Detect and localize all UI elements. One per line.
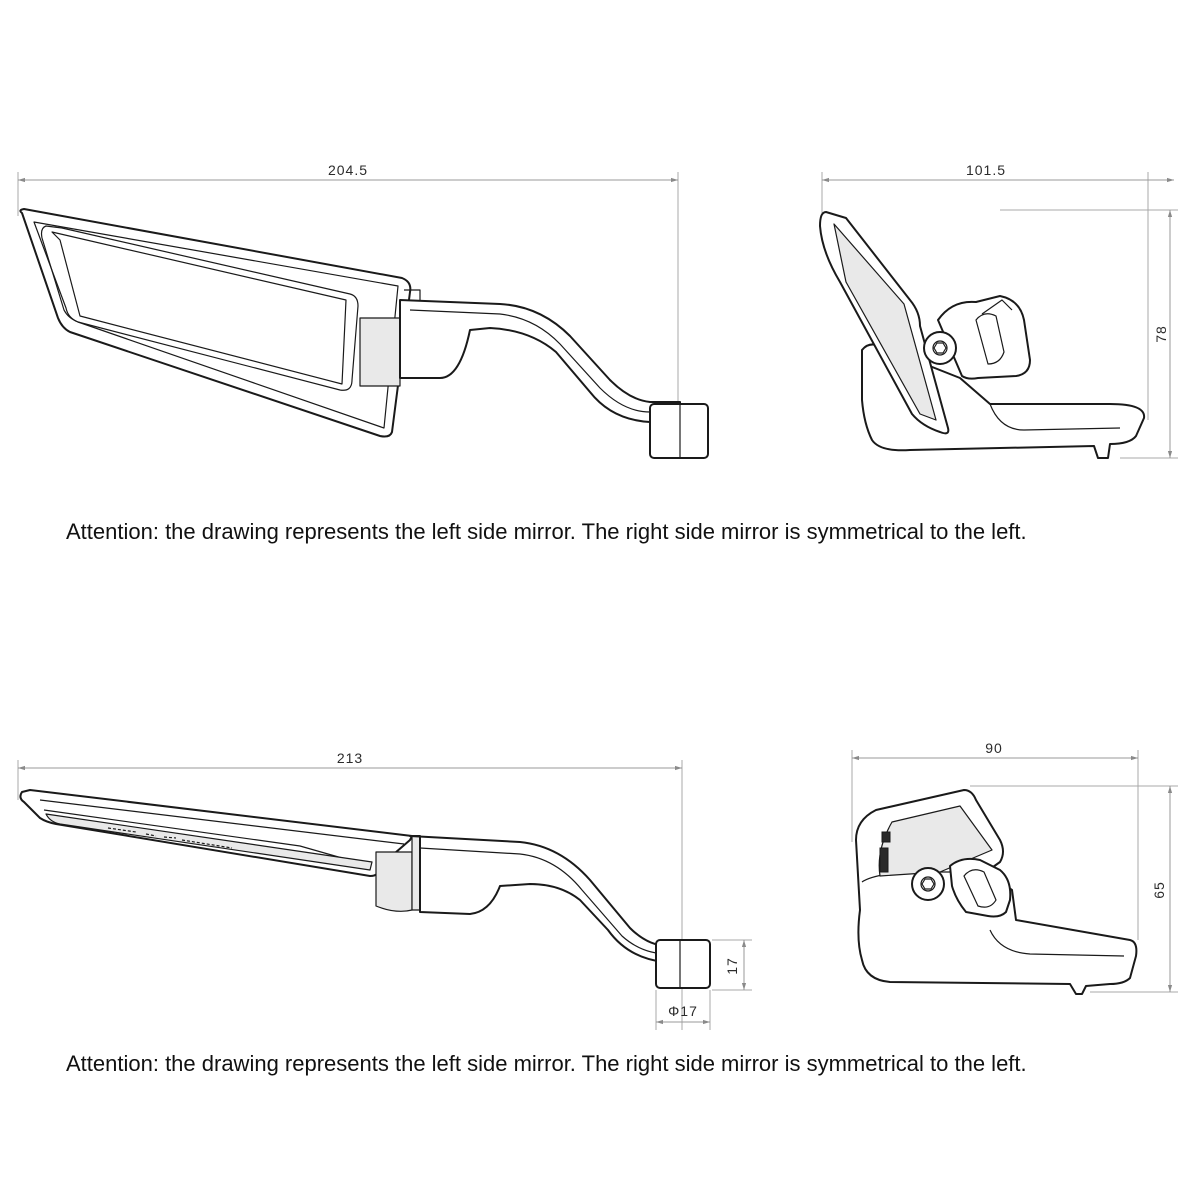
dimension-label-mount-diameter: Φ17 — [668, 1003, 698, 1019]
dimension-label-mount-height: 17 — [724, 957, 740, 975]
view-bottom-left — [18, 750, 752, 1030]
mirror-rear-view — [856, 790, 1136, 994]
view-bottom-right — [852, 740, 1178, 994]
mirror-front-view — [820, 212, 1144, 458]
mirror-side-view — [20, 209, 708, 458]
dimension-label-width: 101.5 — [965, 162, 1007, 178]
mirror-top-view — [20, 790, 710, 988]
attention-note-top: Attention: the drawing represents the left side mirror. The right side mirror is symmetrical to the left. — [66, 519, 1027, 544]
dimension-label-height: 65 — [1151, 881, 1167, 899]
dimension-label-width: 90 — [985, 740, 1003, 756]
dimension-label-height: 78 — [1153, 325, 1169, 343]
attention-note-bottom: Attention: the drawing represents the left side mirror. The right side mirror is symmetrical to the left. — [66, 1051, 1027, 1076]
view-top-right — [820, 162, 1178, 458]
view-top-left — [18, 162, 708, 458]
dimension-label-width: 213 — [336, 750, 364, 766]
dimension-label-width: 204.5 — [327, 162, 369, 178]
